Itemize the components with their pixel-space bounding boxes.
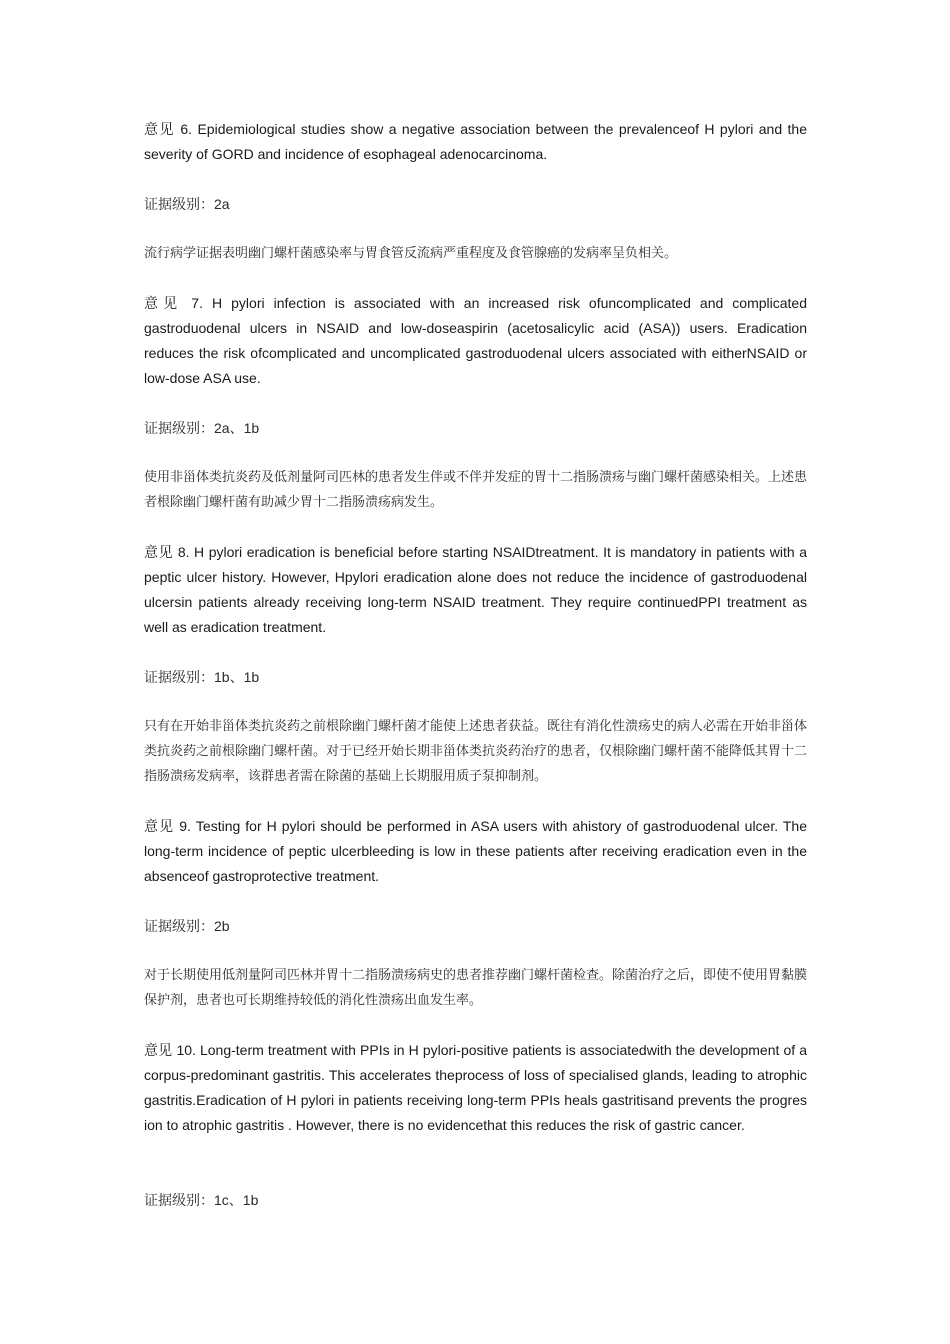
opinion-9-chinese: 对于长期使用低剂量阿司匹林并胃十二指肠溃疡病史的患者推荐幽门螺杆菌检查。除菌治疗之后，即使不使用胃黏膜保护剂，患者也可长期维持较低的消化性溃疡出血发生率。 bbox=[144, 968, 808, 1008]
opinion-6-english: 意见 6. Epidemiological studies show a negative association between the prevalenceof H pylori and the severity of GORD and incidence of esophageal adenocarcinoma. bbox=[144, 121, 807, 162]
opinion-10-evidence-level: 证据级别：1c、1b bbox=[144, 1192, 259, 1208]
opinion-8-english: 意见 8. H pylori eradication is beneficial before starting NSAIDtreatment. It is mandatory in patients with a peptic ulcer history. However, Hpylori eradication alone does not reduce the incidence of gastroduodenal ulcersin patients already receiving long-term NSAID treatment. They require continuedPPI treatment as well as eradication treatment. bbox=[144, 544, 807, 635]
opinion-7-evidence-level: 证据级别：2a、1b bbox=[144, 420, 260, 436]
opinion-6-evidence-level: 证据级别：2a bbox=[144, 196, 230, 212]
opinion-7-english: 意见 7. H pylori infection is associated with an increased risk ofuncomplicated and complicated gastroduodenal ulcers in NSAID and low-doseaspirin (acetosalicylic acid (ASA)) users. Eradication reduces the risk ofcomplicated and uncomplicated gastroduodenal ulcers associated with eitherNSAID or low-dose ASA use. bbox=[144, 295, 807, 386]
opinion-7-chinese: 使用非甾体类抗炎药及低剂量阿司匹林的患者发生伴或不伴并发症的胃十二指肠溃疡与幽门螺杆菌感染相关。上述患者根除幽门螺杆菌有助减少胃十二指肠溃疡病发生。 bbox=[144, 470, 808, 510]
opinion-8-chinese: 只有在开始非甾体类抗炎药之前根除幽门螺杆菌才能使上述患者获益。既往有消化性溃疡史的病人必需在开始非甾体类抗炎药之前根除幽门螺杆菌。对于已经开始长期非甾体类抗炎药治疗的患者，仅根除幽门螺杆菌不能降低其胃十二指肠溃疡发病率，该群患者需在除菌的基础上长期服用质子泵抑制剂。 bbox=[144, 719, 808, 784]
opinion-10-english: 意见 10. Long-term treatment with PPIs in H pylori-positive patients is associatedwith the development of a corpus-predominant gastritis. This accelerates theprocess of loss of specialised glands, leading to atrophic gastritis.Eradication of H pylori in patients receiving long-term PPIs heals gastritisand prevents the progres ion to atrophic gastritis . However, there is no evidencethat this reduces the risk of gastric cancer. bbox=[144, 1042, 807, 1133]
opinion-6-chinese: 流行病学证据表明幽门螺杆菌感染率与胃食管反流病严重程度及食管腺癌的发病率呈负相关。 bbox=[144, 246, 678, 261]
opinion-8-evidence-level: 证据级别：1b、1b bbox=[144, 669, 260, 685]
opinion-9-english: 意见 9. Testing for H pylori should be performed in ASA users with ahistory of gastroduodenal ulcer. The long-term incidence of peptic ulcerbleeding is low in these patients after receiving eradication even in the absenceof gastroprotective treatment. bbox=[144, 818, 807, 884]
opinion-9-evidence-level: 证据级别：2b bbox=[144, 918, 230, 934]
